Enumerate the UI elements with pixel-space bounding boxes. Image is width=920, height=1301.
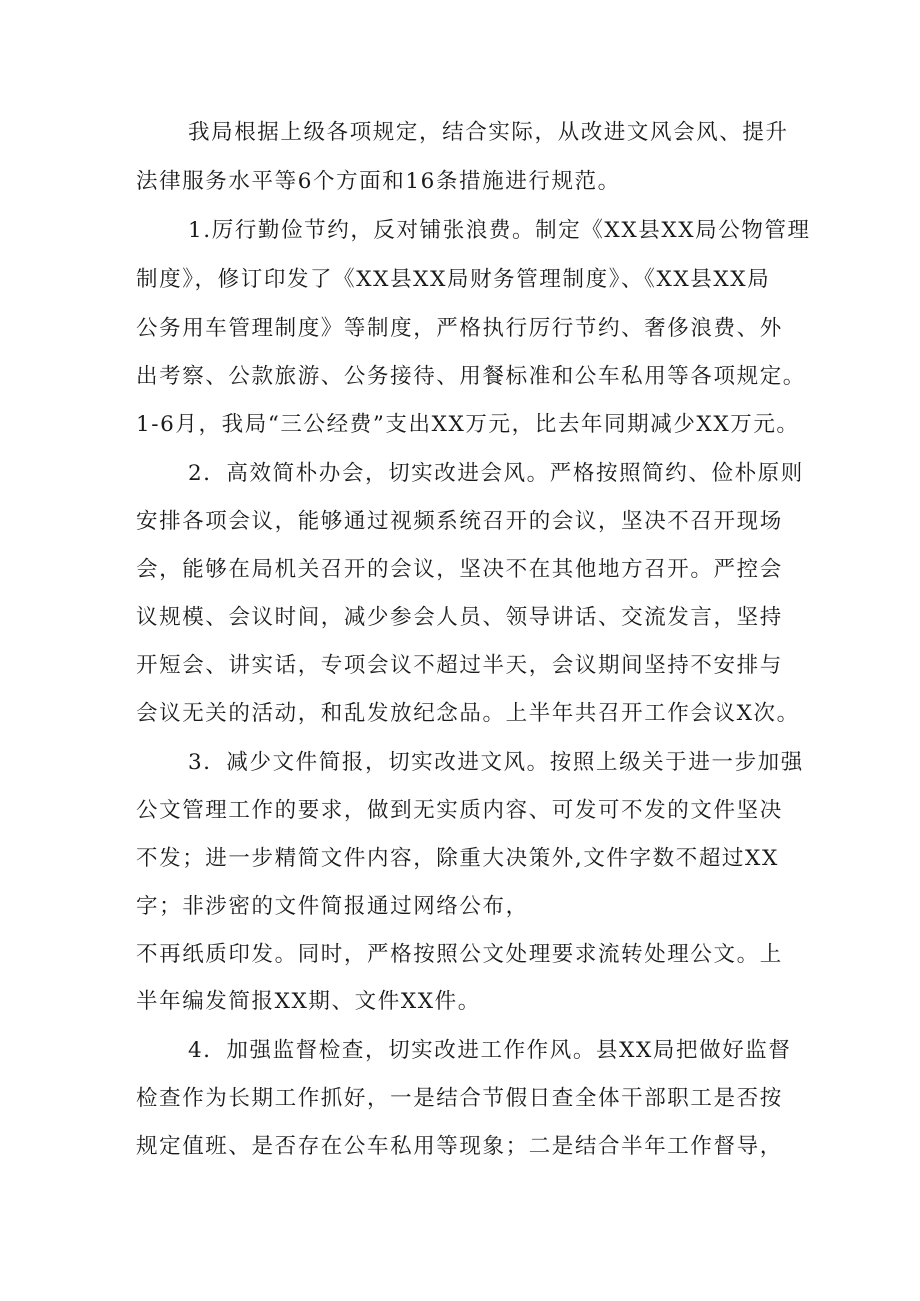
paragraph-item-4-line-2: 检查作为长期工作抓好，一是结合节假日查全体干部职工是否按 [136,1086,783,1111]
paragraph-item-3-line-5: 不再纸质印发。同时，严格按照公文处理要求流转处理公文。上 [136,942,783,967]
paragraph-item-3-line-6: 半年编发简报XX期、文件XX件。 [136,989,481,1014]
paragraph-item-3-line-1: 3．减少文件简报，切实改进文风。按照上级关于进一步加强 [188,750,804,775]
paragraph-item-1-line-4: 出考察、公款旅游、公务接待、用餐标准和公车私用等各项规定。 [136,364,806,389]
paragraph-item-1-line-3: 公务用车管理制度》等制度，严格执行厉行节约、奢侈浪费、外 [136,316,783,341]
paragraph-item-3-line-2: 公文管理工作的要求，做到无实质内容、可发可不发的文件坚决 [136,798,783,823]
paragraph-item-2-line-6: 会议无关的活动，和乱发放纪念品。上半年共召开工作会议X次。 [136,701,800,726]
paragraph-item-2-line-5: 开短会、讲实话，专项会议不超过半天，会议期间坚持不安排与 [136,653,783,678]
paragraph-item-4-line-3: 规定值班、是否存在公车私用等现象；二是结合半年工作督导， [136,1134,783,1159]
paragraph-intro-line-1: 我局根据上级各项规定，结合实际，从改进文风会风、提升 [188,120,789,145]
paragraph-item-2-line-3: 会，能够在局机关召开的会议，坚决不在其他地方召开。严控会 [136,557,783,582]
paragraph-item-2-line-2: 安排各项会议，能够通过视频系统召开的会议，坚决不召开现场 [136,509,783,534]
paragraph-item-4-line-1: 4．加强监督检查，切实改进工作作风。县XX局把做好监督 [188,1038,792,1063]
paragraph-item-3-line-4: 字；非涉密的文件简报通过网络公布， [136,894,529,919]
paragraph-item-3-line-3: 不发；进一步精简文件内容，除重大决策外,文件字数不超过XX [136,846,779,871]
paragraph-item-2-line-4: 议规模、会议时间，减少参会人员、领导讲话、交流发言，坚持 [136,605,783,630]
paragraph-item-1-line-5: 1-6月，我局“三公经费”支出XX万元，比去年同期减少XX万元。 [136,412,800,437]
paragraph-item-2-line-1: 2．高效简朴办会，切实改进会风。严格按照简约、俭朴原则 [188,461,804,486]
paragraph-item-1-line-1: 1.厉行勤俭节约，反对铺张浪费。制定《XX县XX局公物管理 [188,218,811,243]
paragraph-intro-line-2: 法律服务水平等6个方面和16条措施进行规范。 [136,169,621,194]
paragraph-item-1-line-2: 制度》，修订印发了《XX县XX局财务管理制度》、《XX县XX局 [136,267,771,292]
